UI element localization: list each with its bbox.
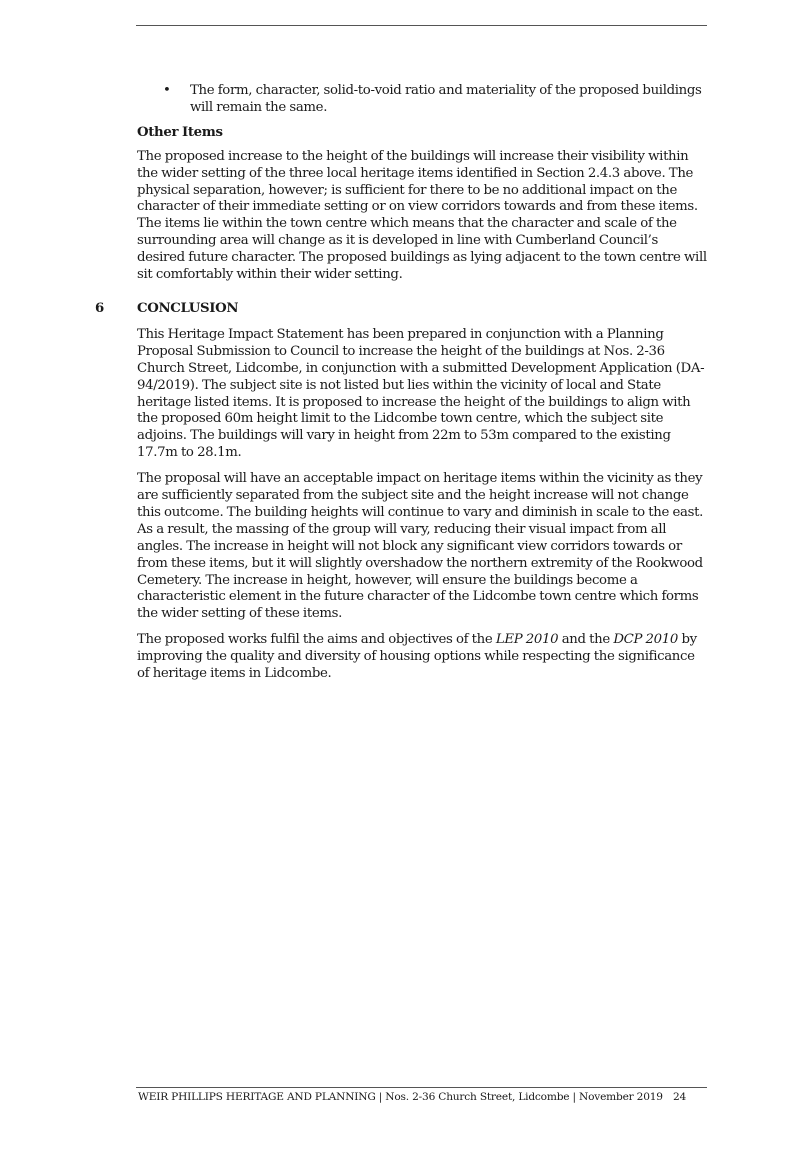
page-number: 24 <box>673 1091 687 1103</box>
section-title: CONCLUSION <box>137 300 239 316</box>
bullet-text: The form, character, solid-to-void ratio and materiality of the proposed buildings will remain the same. <box>190 83 702 115</box>
section-number: 6 <box>95 300 104 316</box>
bullet-icon: • <box>163 83 171 98</box>
paragraph-3-text-c: by improving the quality and diversity of housing options while respecting the significance of heritage items in Lidcombe. <box>137 632 697 682</box>
page-body <box>95 83 709 692</box>
conclusion-heading <box>95 300 709 318</box>
other-items-paragraph: The proposed increase to the height of the buildings will increase their visibility within the wider setting of the three local heritage items identified in Section 2.4.3 above. The physical separation, however; is sufficient for there to be no additional impact on the character of their immediate setting or on view corridors towards and from these items. The items lie within the town centre which means that the character and scale of the surrounding area will change as it is developed in line with Cumberland Council’s desired future character. The proposed buildings as lying adjacent to the town centre will sit comfortably within their wider setting. <box>137 148 707 283</box>
lep-reference: LEP 2010 <box>495 632 559 648</box>
page-footer <box>138 1091 698 1104</box>
dcp-reference: DCP 2010 <box>613 632 678 648</box>
footer-rule <box>136 1087 707 1088</box>
bullet-list-item <box>137 83 709 117</box>
conclusion-paragraph-3 <box>137 632 709 683</box>
paragraph-3-text-a: The proposed works fulfil the aims and objectives of the <box>137 632 496 648</box>
paragraph-3-text-b: and the <box>558 632 614 648</box>
header-rule <box>136 25 707 26</box>
other-items-heading: Other Items <box>137 124 223 140</box>
conclusion-paragraph-2: The proposal will have an acceptable impact on heritage items within the vicinity as they are sufficiently separated from the subject site and the height increase will not change this outcome. The building heights will continue to vary and diminish in scale to the east. As a result, the massing of the group will vary, reducing their visual impact from all angles. The increase in height will not block any significant view corridors towards or from these items, but it will slightly overshadow the northern extremity of the Rookwood Cemetery. The increase in height, however, will ensure the buildings become a characteristic element in the future character of the Lidcombe town centre which forms the wider setting of these items. <box>137 471 703 622</box>
footer-text: WEIR PHILLIPS HERITAGE AND PLANNING | Nos. 2-36 Church Street, Lidcombe | November 2019 <box>138 1091 663 1103</box>
conclusion-paragraph-1: This Heritage Impact Statement has been prepared in conjunction with a Planning Proposal Submission to Council to increase the height of the buildings at Nos. 2-36 Church Street, Lidcombe, in conjunction with a submitted Development Application (DA-94/2019). The subject site is not listed but lies within the vicinity of local and State heritage listed items. It is proposed to increase the height of the buildings to align with the proposed 60m height limit to the Lidcombe town centre, which the subject site adjoins. The buildings will vary in height from 22m to 53m compared to the existing 17.7m to 28.1m. <box>137 326 705 461</box>
